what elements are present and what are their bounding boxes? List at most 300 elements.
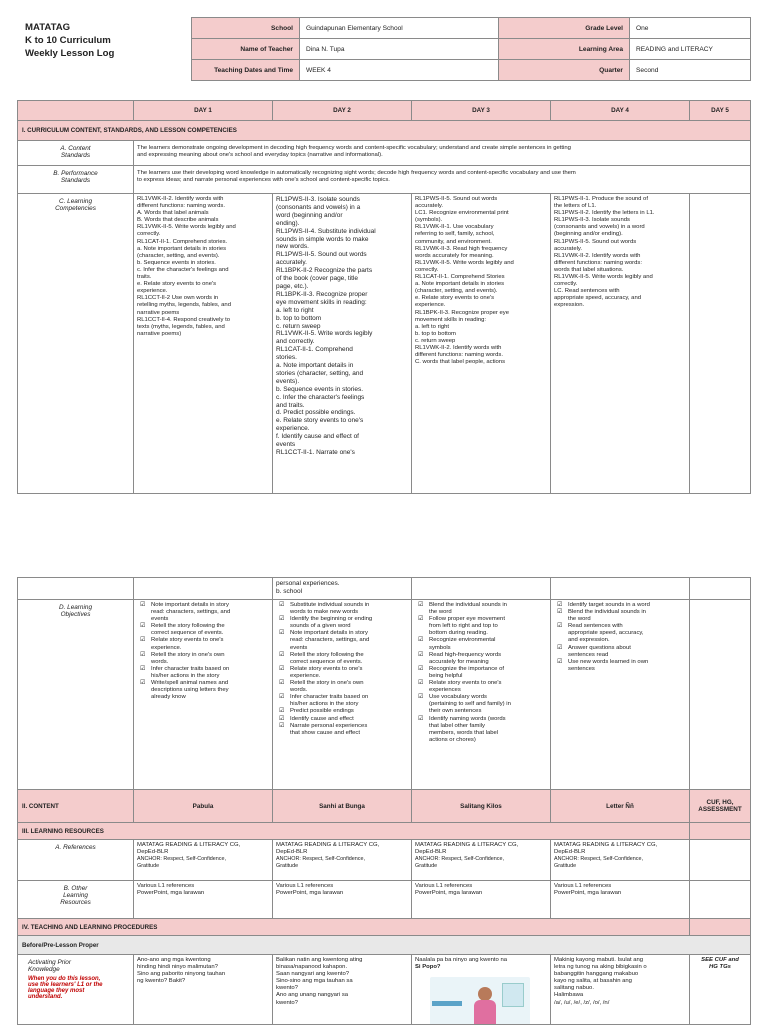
grade-level-value: One xyxy=(630,18,751,39)
objective-text: words. xyxy=(290,687,308,694)
text-line: Halimbawa xyxy=(554,992,584,999)
text-line: d. Predict possible endings. xyxy=(276,409,356,417)
objective-text: sounds of a given word xyxy=(290,623,351,630)
objective-text: Read sentences with xyxy=(568,623,623,630)
text-line: B. Words that describe animals xyxy=(137,217,219,224)
objective-item xyxy=(418,716,547,744)
checkbox-icon: ☑ xyxy=(418,694,424,701)
objective-text: the word xyxy=(429,609,452,616)
text-line: RL1PWS-II-3. Isolate sounds xyxy=(276,196,360,203)
content-label: II. CONTENT xyxy=(18,790,134,823)
objectives-day-4 xyxy=(551,600,690,790)
text-line: and correctly. xyxy=(276,338,315,346)
prior-knowledge-day-1 xyxy=(134,955,273,1025)
objective-item xyxy=(140,637,269,651)
procedures-header: IV. TEACHING AND LEARNING PROCEDURES xyxy=(18,919,690,936)
resource-text: PowerPoint, mga larawan xyxy=(554,890,622,897)
checkbox-icon: ☑ xyxy=(279,651,285,658)
text-line: correctly. xyxy=(137,231,161,238)
text-line: RL1BPK-II-3. Recognize proper xyxy=(276,290,368,298)
objective-text: experience. xyxy=(290,672,321,679)
checkbox-icon: ☑ xyxy=(418,651,424,658)
performance-standards-row xyxy=(18,166,751,194)
teaching-dates-label: Teaching Dates and Time xyxy=(192,60,300,81)
text-line: appropriate speed, accuracy, and xyxy=(554,295,641,302)
objective-text: words to make new words xyxy=(290,609,359,616)
objective-text: Identify naming words (words xyxy=(429,715,506,722)
references-day-4 xyxy=(551,840,690,881)
text-line: RL1CAT-II-1. Comprehend xyxy=(276,346,353,354)
objective-text: Narrate personal experiences xyxy=(290,722,368,729)
resource-text: Various L1 references xyxy=(137,883,195,889)
objective-item xyxy=(418,680,547,694)
lesson-log-table-2 xyxy=(17,577,751,1025)
text-line: expression. xyxy=(554,302,585,309)
text-line: RL1PWS-II-5. Sound out words xyxy=(554,238,637,245)
text-line: experience. xyxy=(137,288,168,295)
reference-text: Gratitude xyxy=(554,863,577,870)
text-line: b. top to bottom xyxy=(415,330,456,337)
prior-knowledge-label: Activating Prior Knowledge When you do this lesson, use the learners' L1 or the language they most understand. xyxy=(18,955,134,1025)
checkbox-icon: ☑ xyxy=(557,602,563,608)
text-line: RL1PWS-II-5. Sound out words xyxy=(415,196,498,202)
day-4-header: DAY 4 xyxy=(551,101,690,121)
objective-text: bottom during reading. xyxy=(429,630,488,637)
objective-text: Blend the individual sounds in xyxy=(568,609,646,616)
prior-knowledge-day-4 xyxy=(551,955,690,1025)
text-line: binasa/napanood kahapon. xyxy=(276,964,348,971)
text-line: events xyxy=(276,441,296,449)
text-line: ending). xyxy=(276,219,300,227)
objectives-day-2 xyxy=(273,600,412,790)
objective-item xyxy=(279,708,408,715)
quarter-label: Quarter xyxy=(499,60,630,81)
objective-item xyxy=(279,602,408,616)
objective-text: Retell the story following the xyxy=(290,651,364,658)
text-line: accurately. xyxy=(276,259,307,267)
header-info-table xyxy=(191,17,751,81)
text-line: a. Note important details in stories xyxy=(137,245,227,252)
reference-text: DepEd-BLR xyxy=(554,849,586,856)
checkbox-icon: ☑ xyxy=(279,715,285,722)
objective-item xyxy=(140,666,269,680)
other-resources-row xyxy=(18,881,751,919)
objective-item xyxy=(557,659,686,673)
text-line: community, and environment. xyxy=(415,238,492,245)
objective-text: correct sequence of events. xyxy=(151,630,224,637)
content-day-4: Letter Ññ xyxy=(551,790,690,823)
lesson-log-table-1 xyxy=(17,100,751,494)
reference-text: DepEd-BLR xyxy=(137,849,169,856)
objective-text: Relate story events to one's xyxy=(429,680,502,687)
text-line: movement skills in reading: xyxy=(415,316,487,323)
day-3-header: DAY 3 xyxy=(412,101,551,121)
objective-item xyxy=(279,652,408,666)
objective-text: being helpful xyxy=(429,672,463,679)
text-line: RL1PWS-II-3. Isolate sounds xyxy=(554,217,630,224)
text-line: (symbols). xyxy=(415,217,443,224)
text-line: (consonants and vowels) in a xyxy=(276,203,361,211)
content-day-2: Sanhi at Bunga xyxy=(273,790,412,823)
objective-item xyxy=(557,609,686,623)
objective-item xyxy=(140,680,269,701)
checkbox-icon: ☑ xyxy=(557,623,563,630)
checkbox-icon: ☑ xyxy=(557,658,563,665)
text-line: C. words that label people, actions xyxy=(415,359,506,366)
objective-item xyxy=(279,680,408,694)
objective-text: the word xyxy=(568,616,591,623)
text-line: of the book (cover page, title xyxy=(276,275,359,283)
school-label: School xyxy=(192,18,300,39)
learning-competencies-row xyxy=(18,194,751,494)
competencies-day-2 xyxy=(273,194,412,494)
objective-text: that label other family xyxy=(429,722,485,729)
checkbox-icon: ☑ xyxy=(418,715,424,722)
text-line: RL1CCT-II-1. Narrate one's xyxy=(276,449,355,456)
objective-text: accurately for meaning xyxy=(429,658,489,665)
text-line: RL1VWK-II-3. Read high frequency xyxy=(415,245,508,252)
objective-text: Recognize the importance of xyxy=(429,665,504,672)
text-line: word (beginning and/or xyxy=(276,211,343,219)
reference-text: Gratitude xyxy=(276,863,299,870)
objective-item xyxy=(418,602,547,616)
references-label: A. References xyxy=(18,840,134,881)
reference-text: Gratitude xyxy=(137,863,160,870)
other-resources-day-2 xyxy=(273,881,412,919)
text-line: RL1VWK-II-1. Use vocabulary xyxy=(415,224,494,231)
text-line: RL1VWK-II-5. Write words legibly and xyxy=(554,274,653,281)
reference-text: Gratitude xyxy=(415,863,438,870)
objective-text: Follow proper eye movement xyxy=(429,616,505,623)
text-line: referring to self, family, school, xyxy=(415,231,495,238)
page-title: MATATAG K to 10 Curriculum Weekly Lesson Log xyxy=(25,22,115,59)
objective-item xyxy=(418,637,547,651)
prior-knowledge-row xyxy=(18,955,751,1025)
reference-text: MATATAG READING & LITERACY CG, xyxy=(415,842,519,848)
text-line: RL1VWK-II-5. Write words legibly xyxy=(276,330,373,338)
checkbox-icon: ☑ xyxy=(557,644,563,651)
objective-item xyxy=(279,616,408,630)
objective-text: that show cause and effect xyxy=(290,729,360,736)
text-line: hinding hindi ninyo malimutan? xyxy=(137,964,218,971)
objective-text: read: characters, settings, and xyxy=(290,637,370,644)
objective-text: Use new words learned in own xyxy=(568,658,649,665)
prior-knowledge-day-3: Naalala pa ba ninyo ang kwento na Si Popo? xyxy=(412,955,551,1025)
checkbox-icon: ☑ xyxy=(418,665,424,672)
text-line: RL1BPK-II-2 Recognize the parts xyxy=(276,267,373,275)
objective-text: Note important details in story xyxy=(290,630,368,637)
objectives-day-3 xyxy=(412,600,551,790)
text-line: experience. xyxy=(276,425,310,433)
objective-item xyxy=(418,694,547,715)
learning-area-value: READING and LITERACY xyxy=(630,39,751,60)
text-line: RL1CAT-II-1. Comprehend Stories xyxy=(415,274,505,281)
learning-objectives-row xyxy=(18,600,751,790)
prior-knowledge-day-5: SEE CUF and HG TGs xyxy=(690,955,751,1025)
reference-text: ANCHOR: Respect, Self-Confidence, xyxy=(415,856,504,863)
other-resources-day-4 xyxy=(551,881,690,919)
objective-item xyxy=(279,630,408,651)
text-line: Sino ang paborito ninyong tauhan xyxy=(137,971,226,978)
checkbox-icon: ☑ xyxy=(279,616,285,623)
text-line: eye movement skills in reading: xyxy=(276,298,367,306)
teacher-label: Name of Teacher xyxy=(192,39,300,60)
text-line: correctly. xyxy=(554,281,578,288)
objective-text: Substitute individual sounds in xyxy=(290,602,370,608)
text-line: accurately. xyxy=(415,203,444,210)
checkbox-icon: ☑ xyxy=(140,651,146,658)
text-line: accurately. xyxy=(554,245,583,252)
objective-text: Infer character traits based on xyxy=(151,665,230,672)
objective-text: Blend the individual sounds in xyxy=(429,602,507,608)
references-day-2 xyxy=(273,840,412,881)
reference-text: DepEd-BLR xyxy=(415,849,447,856)
day-1-header: DAY 1 xyxy=(134,101,273,121)
text-line: c. return sweep xyxy=(415,337,456,344)
checkbox-icon: ☑ xyxy=(418,637,424,644)
objective-item xyxy=(279,666,408,680)
text-line: e. Relate story events to one's xyxy=(415,295,495,302)
checkbox-icon: ☑ xyxy=(279,722,285,729)
teacher-value: Dina N. Tupa xyxy=(300,39,499,60)
illustration-person xyxy=(478,987,492,1001)
reference-text: MATATAG READING & LITERACY CG, xyxy=(276,842,380,848)
text-line: retelling myths, legends, fables, and xyxy=(137,302,231,309)
pre-lesson-header: Before/Pre-Lesson Proper xyxy=(18,936,751,955)
checkbox-icon: ☑ xyxy=(557,609,563,616)
objective-text: sentences xyxy=(568,665,595,672)
text-line: traits. xyxy=(137,274,152,281)
checkbox-icon: ☑ xyxy=(418,602,424,608)
reference-text: MATATAG READING & LITERACY CG, xyxy=(554,842,658,848)
objective-item xyxy=(557,623,686,644)
text-line: letra ng tunog na aking bibigkasin o xyxy=(554,964,647,971)
objective-text: Retell the story in one's own xyxy=(290,680,364,687)
content-standards-text: The learners demonstrate ongoing development in decoding high frequency words and content-specific vocabulary; understand and create simple sentences in getting and expressing meaning about one's school and everyday topics (narrative and informational). xyxy=(134,141,751,166)
objective-text: Retell the story in one's own xyxy=(151,651,225,658)
reference-text: ANCHOR: Respect, Self-Confidence, xyxy=(137,856,226,863)
text-line: c. Infer the character's feelings xyxy=(276,393,365,401)
text-line: kwento? xyxy=(276,999,298,1006)
objective-text: experiences xyxy=(429,687,461,694)
references-row xyxy=(18,840,751,881)
objective-text: members, words that label xyxy=(429,729,499,736)
text-line: RL1VWK-II-2. Identify words with xyxy=(415,344,502,351)
text-line: Ano ang unang nangyari sa xyxy=(276,992,349,999)
objective-item xyxy=(279,723,408,737)
resource-text: PowerPoint, mga larawan xyxy=(415,890,483,897)
reference-text: MATATAG READING & LITERACY CG, xyxy=(137,842,241,848)
text-line: words accurately for meaning. xyxy=(415,252,494,259)
checkbox-icon: ☑ xyxy=(279,630,285,637)
objective-item xyxy=(418,616,547,637)
performance-standards-label: B. Performance Standards xyxy=(18,166,134,194)
competencies-day-3 xyxy=(412,194,551,494)
objective-text: Identify cause and effect xyxy=(290,715,354,722)
objective-text: Retell the story following the xyxy=(151,623,225,630)
text-line: RL1VWK-II-5. Write words legibly and xyxy=(137,224,236,231)
quarter-value: Second xyxy=(630,60,751,81)
checkbox-icon: ☑ xyxy=(140,680,146,687)
objective-text: his/her actions in the story xyxy=(151,672,220,679)
objective-text: symbols xyxy=(429,644,451,651)
reference-text: ANCHOR: Respect, Self-Confidence, xyxy=(276,856,365,863)
objective-text: their own sentences xyxy=(429,708,482,715)
checkbox-icon: ☑ xyxy=(140,665,146,672)
checkbox-icon: ☑ xyxy=(279,680,285,687)
learning-resources-header: III. LEARNING RESOURCES xyxy=(18,823,690,840)
content-standards-label: A. Content Standards xyxy=(18,141,134,166)
objective-text: Identify target sounds in a word xyxy=(568,602,650,608)
checkbox-icon: ☑ xyxy=(418,616,424,623)
checkbox-icon: ☑ xyxy=(279,694,285,701)
text-line: RL1BPK-II-3. Recognize proper eye xyxy=(415,309,509,316)
content-day-1: Pabula xyxy=(134,790,273,823)
text-line: b. Sequence events in stories. xyxy=(276,385,364,393)
illustration-table xyxy=(432,1001,462,1006)
learning-objectives-label: D. Learning Objectives xyxy=(18,600,134,790)
text-line: RL1VWK-II-2. Identify words with xyxy=(137,196,224,202)
text-line: different functions: naming words. xyxy=(415,352,503,359)
objective-text: sentences read xyxy=(568,651,609,658)
objective-text: from left to right and top to xyxy=(429,623,498,630)
section-curriculum-header: I. CURRICULUM CONTENT, STANDARDS, AND LESSON COMPETENCIES xyxy=(18,121,751,141)
text-line: RL1CCT-II-2 Use own words in xyxy=(137,295,219,302)
learning-area-label: Learning Area xyxy=(499,39,630,60)
text-line: kayo ng salita, at basahin ang xyxy=(554,978,632,985)
day-2-header: DAY 2 xyxy=(273,101,412,121)
text-line: narrative poems xyxy=(137,309,180,316)
objective-text: events xyxy=(290,644,308,651)
text-line: a. Note important details in stories xyxy=(415,281,505,288)
objective-text: Answer questions about xyxy=(568,644,631,651)
objective-item xyxy=(557,645,686,659)
text-line: a. Note important details in xyxy=(276,362,354,370)
references-day-3 xyxy=(412,840,551,881)
text-line: Makinig kayong mabuti. Isulat ang xyxy=(554,957,644,963)
objective-text: actions or chores) xyxy=(429,736,476,743)
content-row xyxy=(18,790,751,823)
objective-text: Use vocabulary words xyxy=(429,694,487,701)
content-day-3: Salitang Kilos xyxy=(412,790,551,823)
continued-day-2: personal experiences. b. school xyxy=(273,578,412,600)
objective-item xyxy=(140,652,269,666)
text-line: RL1CAT-II-1. Comprehend stories. xyxy=(137,238,228,245)
reference-text: DepEd-BLR xyxy=(276,849,308,856)
other-resources-label: B. Other Learning Resources xyxy=(18,881,134,919)
objective-text: experience. xyxy=(151,644,182,651)
objective-item xyxy=(140,602,269,623)
text-line: kwento? xyxy=(276,985,298,992)
text-line: /a/, /u/, /e/, /z/, /o/, /n/ xyxy=(554,999,610,1006)
text-line: RL1PWS-II-5. Sound out words xyxy=(276,251,367,259)
other-resources-day-3 xyxy=(412,881,551,919)
text-line: babanggitin hanggang makabuo xyxy=(554,971,639,978)
content-day-5: CUF, HG, ASSESSMENT xyxy=(690,790,751,823)
text-line: (character, setting, and events). xyxy=(415,288,498,295)
objective-item xyxy=(418,666,547,680)
resource-text: Various L1 references xyxy=(415,883,473,889)
objective-text: words. xyxy=(151,658,169,665)
competencies-day-1 xyxy=(134,194,273,494)
text-line: the letters of L1. xyxy=(554,203,597,210)
text-line: different functions: naming words: xyxy=(554,259,642,266)
resource-text: PowerPoint, mga larawan xyxy=(276,890,344,897)
text-line: RL1PWS-II-1. Produce the sound of xyxy=(554,196,648,202)
school-value: Guindapunan Elementary School xyxy=(300,18,499,39)
text-line: RL1PWS-II-4. Substitute individual xyxy=(276,227,376,235)
text-line: Balikan natin ang kwentong ating xyxy=(276,957,363,963)
objective-text: appropriate speed, accuracy, xyxy=(568,630,644,637)
text-line: (consonants and vowels) in a word xyxy=(554,224,645,231)
checkbox-icon: ☑ xyxy=(279,602,285,608)
checkbox-icon: ☑ xyxy=(279,665,285,672)
text-line: f. Identify cause and effect of xyxy=(276,433,359,441)
text-line: correctly. xyxy=(415,266,439,273)
checkbox-icon: ☑ xyxy=(279,708,285,715)
objective-text: Identify the beginning or ending xyxy=(290,616,373,623)
reference-text: ANCHOR: Respect, Self-Confidence, xyxy=(554,856,643,863)
prior-knowledge-day-2 xyxy=(273,955,412,1025)
text-line: stories. xyxy=(276,354,297,362)
text-line: stories (character, setting, and xyxy=(276,369,364,377)
competencies-day-4 xyxy=(551,194,690,494)
references-day-1 xyxy=(134,840,273,881)
other-resources-day-1 xyxy=(134,881,273,919)
text-line: experience. xyxy=(415,302,446,309)
resource-text: Various L1 references xyxy=(276,883,334,889)
text-line: b. Sequence events in stories. xyxy=(137,259,216,266)
objective-item xyxy=(279,694,408,708)
objective-item xyxy=(557,602,686,609)
continued-row xyxy=(18,578,751,600)
text-line: e. Relate story events to one's xyxy=(137,281,217,288)
text-line: RL1VWK-II-2. Identify words with xyxy=(554,252,641,259)
competencies-day-5 xyxy=(690,194,751,494)
text-line: e. Relate story events to one's xyxy=(276,417,364,425)
objective-text: events xyxy=(151,616,169,623)
objective-text: his/her actions in the story xyxy=(290,701,359,708)
resource-text: Various L1 references xyxy=(554,883,612,889)
text-line: new words. xyxy=(276,243,309,251)
text-line: ng kwento? Bakit? xyxy=(137,978,186,985)
text-line: page, etc.). xyxy=(276,282,309,290)
text-line: c. Infer the character's feelings and xyxy=(137,266,229,273)
text-line: words that label situations. xyxy=(554,266,624,273)
text-line: (character, setting, and events). xyxy=(137,252,220,259)
text-line: A. Words that label animals xyxy=(137,210,209,217)
story-illustration xyxy=(430,977,530,1025)
objective-text: Relate story events to one's xyxy=(151,637,224,644)
checkbox-icon: ☑ xyxy=(140,623,146,630)
resource-text: PowerPoint, mga larawan xyxy=(137,890,205,897)
text-line: texts (myths, legends, fables, and xyxy=(137,323,225,330)
text-line: c. return sweep xyxy=(276,322,321,330)
performance-standards-text: The learners use their developing word knowledge in automatically recognizing sight words; decode high frequency words and content-specific vocabulary and use them to express ideas; and narrate personal experiences with one's school and content-specific topics. xyxy=(134,166,751,194)
learning-competencies-label: C. Learning Competencies xyxy=(18,194,134,494)
text-line: RL1VWK-II-5. Write words legibly and xyxy=(415,259,514,266)
objective-text: Note important details in story xyxy=(151,602,229,608)
objective-text: descriptions using letters they xyxy=(151,687,229,694)
text-line: LC1. Recognize environmental print xyxy=(415,210,509,217)
checkbox-icon: ☑ xyxy=(140,637,146,644)
text-line: RL1PWS-II-2. Identify the letters in L1. xyxy=(554,210,655,217)
text-line: (beginning and/or ending). xyxy=(554,231,623,238)
objective-text: correct sequence of events. xyxy=(290,658,363,665)
objective-item xyxy=(418,652,547,666)
text-line: Ano-ano ang mga kwentong xyxy=(137,957,211,963)
text-line: a. left to right xyxy=(276,306,314,314)
